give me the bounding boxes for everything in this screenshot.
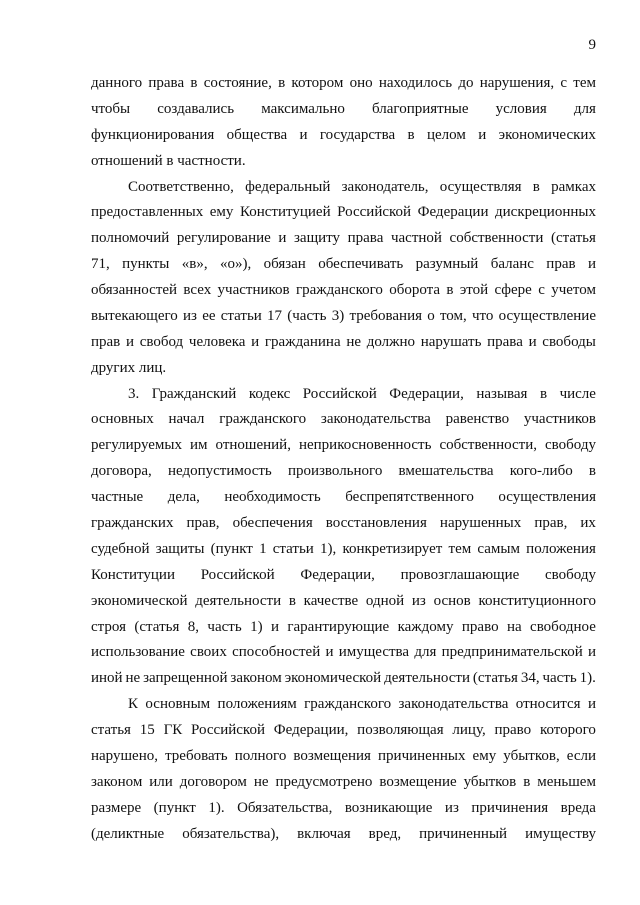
word: состояние, bbox=[203, 75, 272, 91]
word: право bbox=[461, 618, 499, 635]
word: целом bbox=[426, 126, 466, 143]
word: из bbox=[183, 307, 197, 324]
word: неприкосновенность bbox=[298, 437, 432, 454]
word: нарушать bbox=[420, 333, 482, 350]
text-line bbox=[91, 409, 596, 429]
word: человека bbox=[188, 333, 246, 350]
word: размере bbox=[91, 799, 142, 816]
word: Конституцией bbox=[239, 204, 331, 221]
word: основ bbox=[433, 592, 471, 609]
word: статья bbox=[91, 722, 131, 738]
word: деятельности bbox=[195, 592, 282, 609]
word: «в», bbox=[181, 256, 208, 273]
word: законодательства bbox=[320, 411, 431, 428]
word: ГК bbox=[163, 722, 183, 738]
text-line bbox=[91, 125, 596, 145]
word: вред, bbox=[368, 825, 402, 842]
word: провозглашающие bbox=[400, 566, 520, 583]
word: не bbox=[346, 333, 361, 350]
word: нарушено, bbox=[91, 747, 158, 764]
text-line: отношений в частности. bbox=[91, 152, 246, 169]
word: договором bbox=[179, 773, 247, 790]
word: имуществу bbox=[525, 825, 596, 842]
word: котором bbox=[291, 75, 344, 91]
word: статьи bbox=[272, 540, 314, 557]
word: законодательства bbox=[398, 696, 509, 713]
word: благоприятные bbox=[372, 100, 469, 117]
text-line bbox=[91, 487, 596, 507]
word: произвольного bbox=[287, 463, 383, 480]
text-line bbox=[91, 720, 596, 740]
word: каждому bbox=[397, 618, 454, 635]
word: договора, bbox=[91, 463, 152, 480]
word: свобод bbox=[139, 333, 184, 350]
word: конституционного bbox=[478, 592, 596, 609]
word: регулируемых bbox=[91, 437, 182, 454]
text-line bbox=[91, 99, 596, 119]
word: данного bbox=[91, 75, 143, 91]
word: числе bbox=[559, 385, 596, 402]
word: в bbox=[588, 463, 596, 480]
word: 3) bbox=[331, 307, 345, 324]
text-line bbox=[91, 746, 596, 766]
word: собственности bbox=[449, 230, 544, 247]
word: функционирования bbox=[91, 126, 215, 143]
word: (деликтные bbox=[91, 825, 165, 842]
word: положения bbox=[526, 540, 596, 557]
word: самым bbox=[477, 540, 520, 557]
word: права bbox=[347, 230, 384, 247]
word: (пункт bbox=[153, 799, 196, 816]
word: часть bbox=[207, 618, 242, 635]
word: ему bbox=[209, 204, 234, 221]
word: причинения bbox=[471, 799, 549, 816]
text-line: других лиц. bbox=[91, 359, 167, 376]
word: и bbox=[299, 126, 308, 143]
word: и bbox=[278, 230, 287, 247]
word: позволяющая bbox=[357, 722, 444, 738]
word: не bbox=[125, 670, 141, 687]
word: их bbox=[580, 515, 596, 531]
word: дискреционных bbox=[495, 204, 596, 221]
word: если bbox=[566, 747, 596, 764]
word: свободу bbox=[545, 566, 596, 583]
word: этой bbox=[459, 282, 489, 298]
word: иной bbox=[91, 670, 123, 687]
word: обязан bbox=[263, 256, 306, 273]
word: для bbox=[573, 100, 596, 117]
word: регулирование bbox=[176, 230, 271, 247]
word: 3. bbox=[128, 385, 140, 402]
word: и bbox=[125, 333, 135, 350]
word: меньшем bbox=[537, 773, 596, 790]
word: в bbox=[523, 773, 531, 790]
word: с bbox=[560, 75, 568, 91]
word: нарушенных bbox=[439, 515, 522, 531]
word: гражданина bbox=[264, 333, 341, 350]
word: свободы bbox=[542, 333, 596, 350]
word: экономической bbox=[284, 670, 382, 687]
word: прав, bbox=[534, 515, 568, 531]
word: гражданского bbox=[295, 282, 383, 298]
word: ее bbox=[202, 307, 216, 324]
word: восстановления bbox=[325, 515, 427, 531]
word: (пункт bbox=[210, 540, 253, 557]
word: обеспечения bbox=[232, 515, 313, 531]
word: «о»), bbox=[219, 256, 252, 273]
word: гарантирующие bbox=[287, 618, 390, 635]
word: беспрепятственного bbox=[345, 489, 474, 506]
word: законом bbox=[230, 670, 282, 687]
word: недопустимость bbox=[167, 463, 272, 480]
word: Российской bbox=[337, 204, 412, 221]
word: и bbox=[251, 333, 260, 350]
word: в bbox=[278, 75, 286, 91]
word: для bbox=[414, 644, 437, 661]
word: в bbox=[288, 592, 296, 609]
word: 1 bbox=[259, 540, 267, 557]
text-line bbox=[91, 254, 596, 274]
word: обязательства), bbox=[182, 825, 280, 842]
word: и bbox=[528, 333, 537, 350]
word: Федерации, bbox=[273, 722, 349, 738]
word: в bbox=[190, 75, 198, 91]
word: 71, bbox=[91, 256, 110, 273]
word: использование bbox=[91, 644, 185, 661]
word: возмещение bbox=[379, 773, 457, 790]
word: всех bbox=[183, 282, 212, 298]
word: кодекс bbox=[248, 385, 291, 402]
word: основных bbox=[91, 411, 154, 428]
text-line bbox=[128, 694, 596, 714]
text-line bbox=[91, 513, 596, 533]
word: собственности, bbox=[439, 437, 538, 454]
word: экономических bbox=[498, 126, 596, 143]
word: убытков, bbox=[503, 747, 560, 764]
word: на bbox=[506, 618, 522, 635]
word: с bbox=[538, 282, 545, 298]
word: отношений, bbox=[215, 437, 291, 454]
word: включая bbox=[297, 825, 351, 842]
text-line bbox=[91, 280, 596, 300]
word: осуществление bbox=[498, 307, 596, 324]
word: полного bbox=[234, 747, 287, 764]
word: дела, bbox=[167, 489, 200, 506]
word: качестве bbox=[303, 592, 359, 609]
word: Конституции bbox=[91, 566, 175, 583]
text-line bbox=[91, 824, 596, 844]
word: частные bbox=[91, 489, 144, 506]
text-line bbox=[91, 461, 596, 481]
word: прав bbox=[546, 256, 576, 273]
word: возникающие bbox=[344, 799, 433, 816]
word: Российской bbox=[191, 722, 265, 738]
text-line bbox=[91, 772, 596, 792]
word: одной bbox=[365, 592, 405, 609]
word: им bbox=[190, 437, 208, 454]
word: 1) bbox=[250, 618, 263, 635]
word: прав bbox=[91, 333, 121, 350]
text-line bbox=[91, 565, 596, 585]
word: предоставленных bbox=[91, 204, 204, 221]
word: пункты bbox=[122, 256, 170, 273]
word: в bbox=[446, 282, 454, 298]
word: своих bbox=[190, 644, 227, 661]
word: в bbox=[532, 178, 540, 195]
text-line bbox=[91, 798, 596, 818]
word: лицу, bbox=[452, 722, 486, 738]
word: 1). bbox=[208, 799, 225, 816]
word: 34, bbox=[520, 670, 540, 687]
word: защиту bbox=[294, 230, 341, 247]
word: причиненный bbox=[419, 825, 508, 842]
word: защиты bbox=[155, 540, 205, 557]
word: тем bbox=[448, 540, 472, 557]
word: основным bbox=[145, 696, 211, 713]
text-line bbox=[91, 642, 596, 662]
word: убытков bbox=[463, 773, 517, 790]
word: Федерации, bbox=[300, 566, 375, 583]
word: общества bbox=[226, 126, 288, 143]
word: (статья bbox=[134, 618, 180, 635]
word: разумный bbox=[415, 256, 479, 273]
word: вмешательства bbox=[398, 463, 494, 480]
word: и bbox=[587, 696, 596, 713]
word: гражданского bbox=[219, 411, 307, 428]
word: учетом bbox=[551, 282, 596, 298]
word: запрещенной bbox=[143, 670, 228, 687]
word: требования bbox=[349, 307, 422, 324]
word: не bbox=[253, 773, 269, 790]
word: обязанностей bbox=[91, 282, 178, 298]
word: которого bbox=[539, 722, 596, 738]
word: часть bbox=[542, 670, 577, 687]
text-line bbox=[91, 617, 596, 637]
word: рамках bbox=[551, 178, 596, 195]
word: (статья bbox=[550, 230, 596, 247]
word: экономической bbox=[91, 592, 188, 609]
word: осуществляя bbox=[439, 178, 522, 195]
word: законом bbox=[91, 773, 143, 790]
word: прав, bbox=[186, 515, 220, 531]
word: и bbox=[478, 126, 487, 143]
text-line bbox=[91, 668, 596, 688]
word: предусмотрено bbox=[275, 773, 373, 790]
word: из bbox=[444, 799, 459, 816]
word: том, bbox=[439, 307, 467, 324]
text-line bbox=[91, 306, 596, 326]
word: и bbox=[325, 644, 334, 661]
word: 1). bbox=[579, 670, 596, 687]
word: (статья bbox=[472, 670, 518, 687]
word: Российской bbox=[200, 566, 275, 583]
word: равенство bbox=[445, 411, 510, 428]
text-line bbox=[91, 435, 596, 455]
word: 8, bbox=[187, 618, 200, 635]
word: оно bbox=[349, 75, 373, 91]
word: ему bbox=[472, 747, 497, 764]
word: Российской bbox=[302, 385, 377, 402]
word: деятельности bbox=[384, 670, 470, 687]
word: баланс bbox=[490, 256, 534, 273]
word: участников bbox=[217, 282, 290, 298]
text-line bbox=[91, 539, 596, 559]
word: и bbox=[587, 256, 596, 273]
word: имущества bbox=[338, 644, 410, 661]
word: свободу bbox=[545, 437, 596, 454]
text-line bbox=[91, 73, 596, 93]
word: оборота bbox=[389, 282, 441, 298]
word: требовать bbox=[165, 747, 228, 764]
word: необходимость bbox=[224, 489, 321, 506]
text-line bbox=[91, 202, 596, 222]
word: создавались bbox=[157, 100, 235, 117]
word: 17 bbox=[267, 307, 283, 324]
word: Гражданский bbox=[151, 385, 237, 402]
word: в bbox=[539, 385, 548, 402]
word: Соответственно, bbox=[128, 178, 234, 195]
word: частной bbox=[390, 230, 442, 247]
word: называя bbox=[476, 385, 528, 402]
word: причиненных bbox=[378, 747, 466, 764]
word: осуществления bbox=[498, 489, 596, 506]
word: гражданского bbox=[304, 696, 392, 713]
word: возмещения bbox=[293, 747, 371, 764]
word: права bbox=[148, 75, 185, 91]
word: относится bbox=[515, 696, 581, 713]
word: предпринимательской bbox=[441, 644, 583, 661]
word: Федерации, bbox=[389, 385, 464, 402]
word: 1), bbox=[320, 540, 337, 557]
text-line bbox=[91, 332, 596, 352]
word: судебной bbox=[91, 540, 150, 557]
word: способностей bbox=[232, 644, 321, 661]
word: гражданских bbox=[91, 515, 174, 531]
word: 15 bbox=[139, 722, 155, 738]
word: свободное bbox=[530, 618, 596, 635]
word: Обязательства, bbox=[237, 799, 333, 816]
word: максимально bbox=[261, 100, 345, 117]
word: находилось bbox=[378, 75, 453, 91]
word: обеспечивать bbox=[318, 256, 404, 273]
word: федеральный bbox=[245, 178, 331, 195]
word: условия bbox=[495, 100, 547, 117]
word: законодатель, bbox=[341, 178, 429, 195]
word: полномочий bbox=[91, 230, 170, 247]
word: права bbox=[487, 333, 523, 350]
word: К bbox=[128, 696, 139, 713]
word: Федерации bbox=[417, 204, 489, 221]
word: статьи bbox=[220, 307, 262, 324]
word: начал bbox=[168, 411, 205, 428]
word: строя bbox=[91, 618, 127, 635]
word: сфере bbox=[494, 282, 532, 298]
word: участников bbox=[523, 411, 596, 428]
word: (часть bbox=[287, 307, 327, 324]
word: нарушения, bbox=[479, 75, 555, 91]
word: конкретизирует bbox=[342, 540, 443, 557]
word: до bbox=[458, 75, 474, 91]
word: право bbox=[494, 722, 532, 738]
word: о bbox=[427, 307, 435, 324]
word: кого-либо bbox=[509, 463, 573, 480]
word: что bbox=[471, 307, 494, 324]
word: должно bbox=[366, 333, 416, 350]
word: вреда bbox=[560, 799, 596, 816]
word: положениям bbox=[217, 696, 297, 713]
word: государства bbox=[319, 126, 396, 143]
word: чтобы bbox=[91, 100, 131, 117]
word: и bbox=[270, 618, 279, 635]
text-line bbox=[128, 177, 596, 197]
word: и bbox=[587, 644, 596, 661]
text-line bbox=[91, 228, 596, 248]
word: из bbox=[411, 592, 426, 609]
page-number: 9 bbox=[588, 37, 596, 53]
text-line bbox=[128, 384, 596, 404]
word: в bbox=[407, 126, 415, 143]
word: вытекающего bbox=[91, 307, 178, 324]
text-line bbox=[91, 591, 596, 611]
word: или bbox=[149, 773, 173, 790]
word: тем bbox=[573, 75, 596, 91]
